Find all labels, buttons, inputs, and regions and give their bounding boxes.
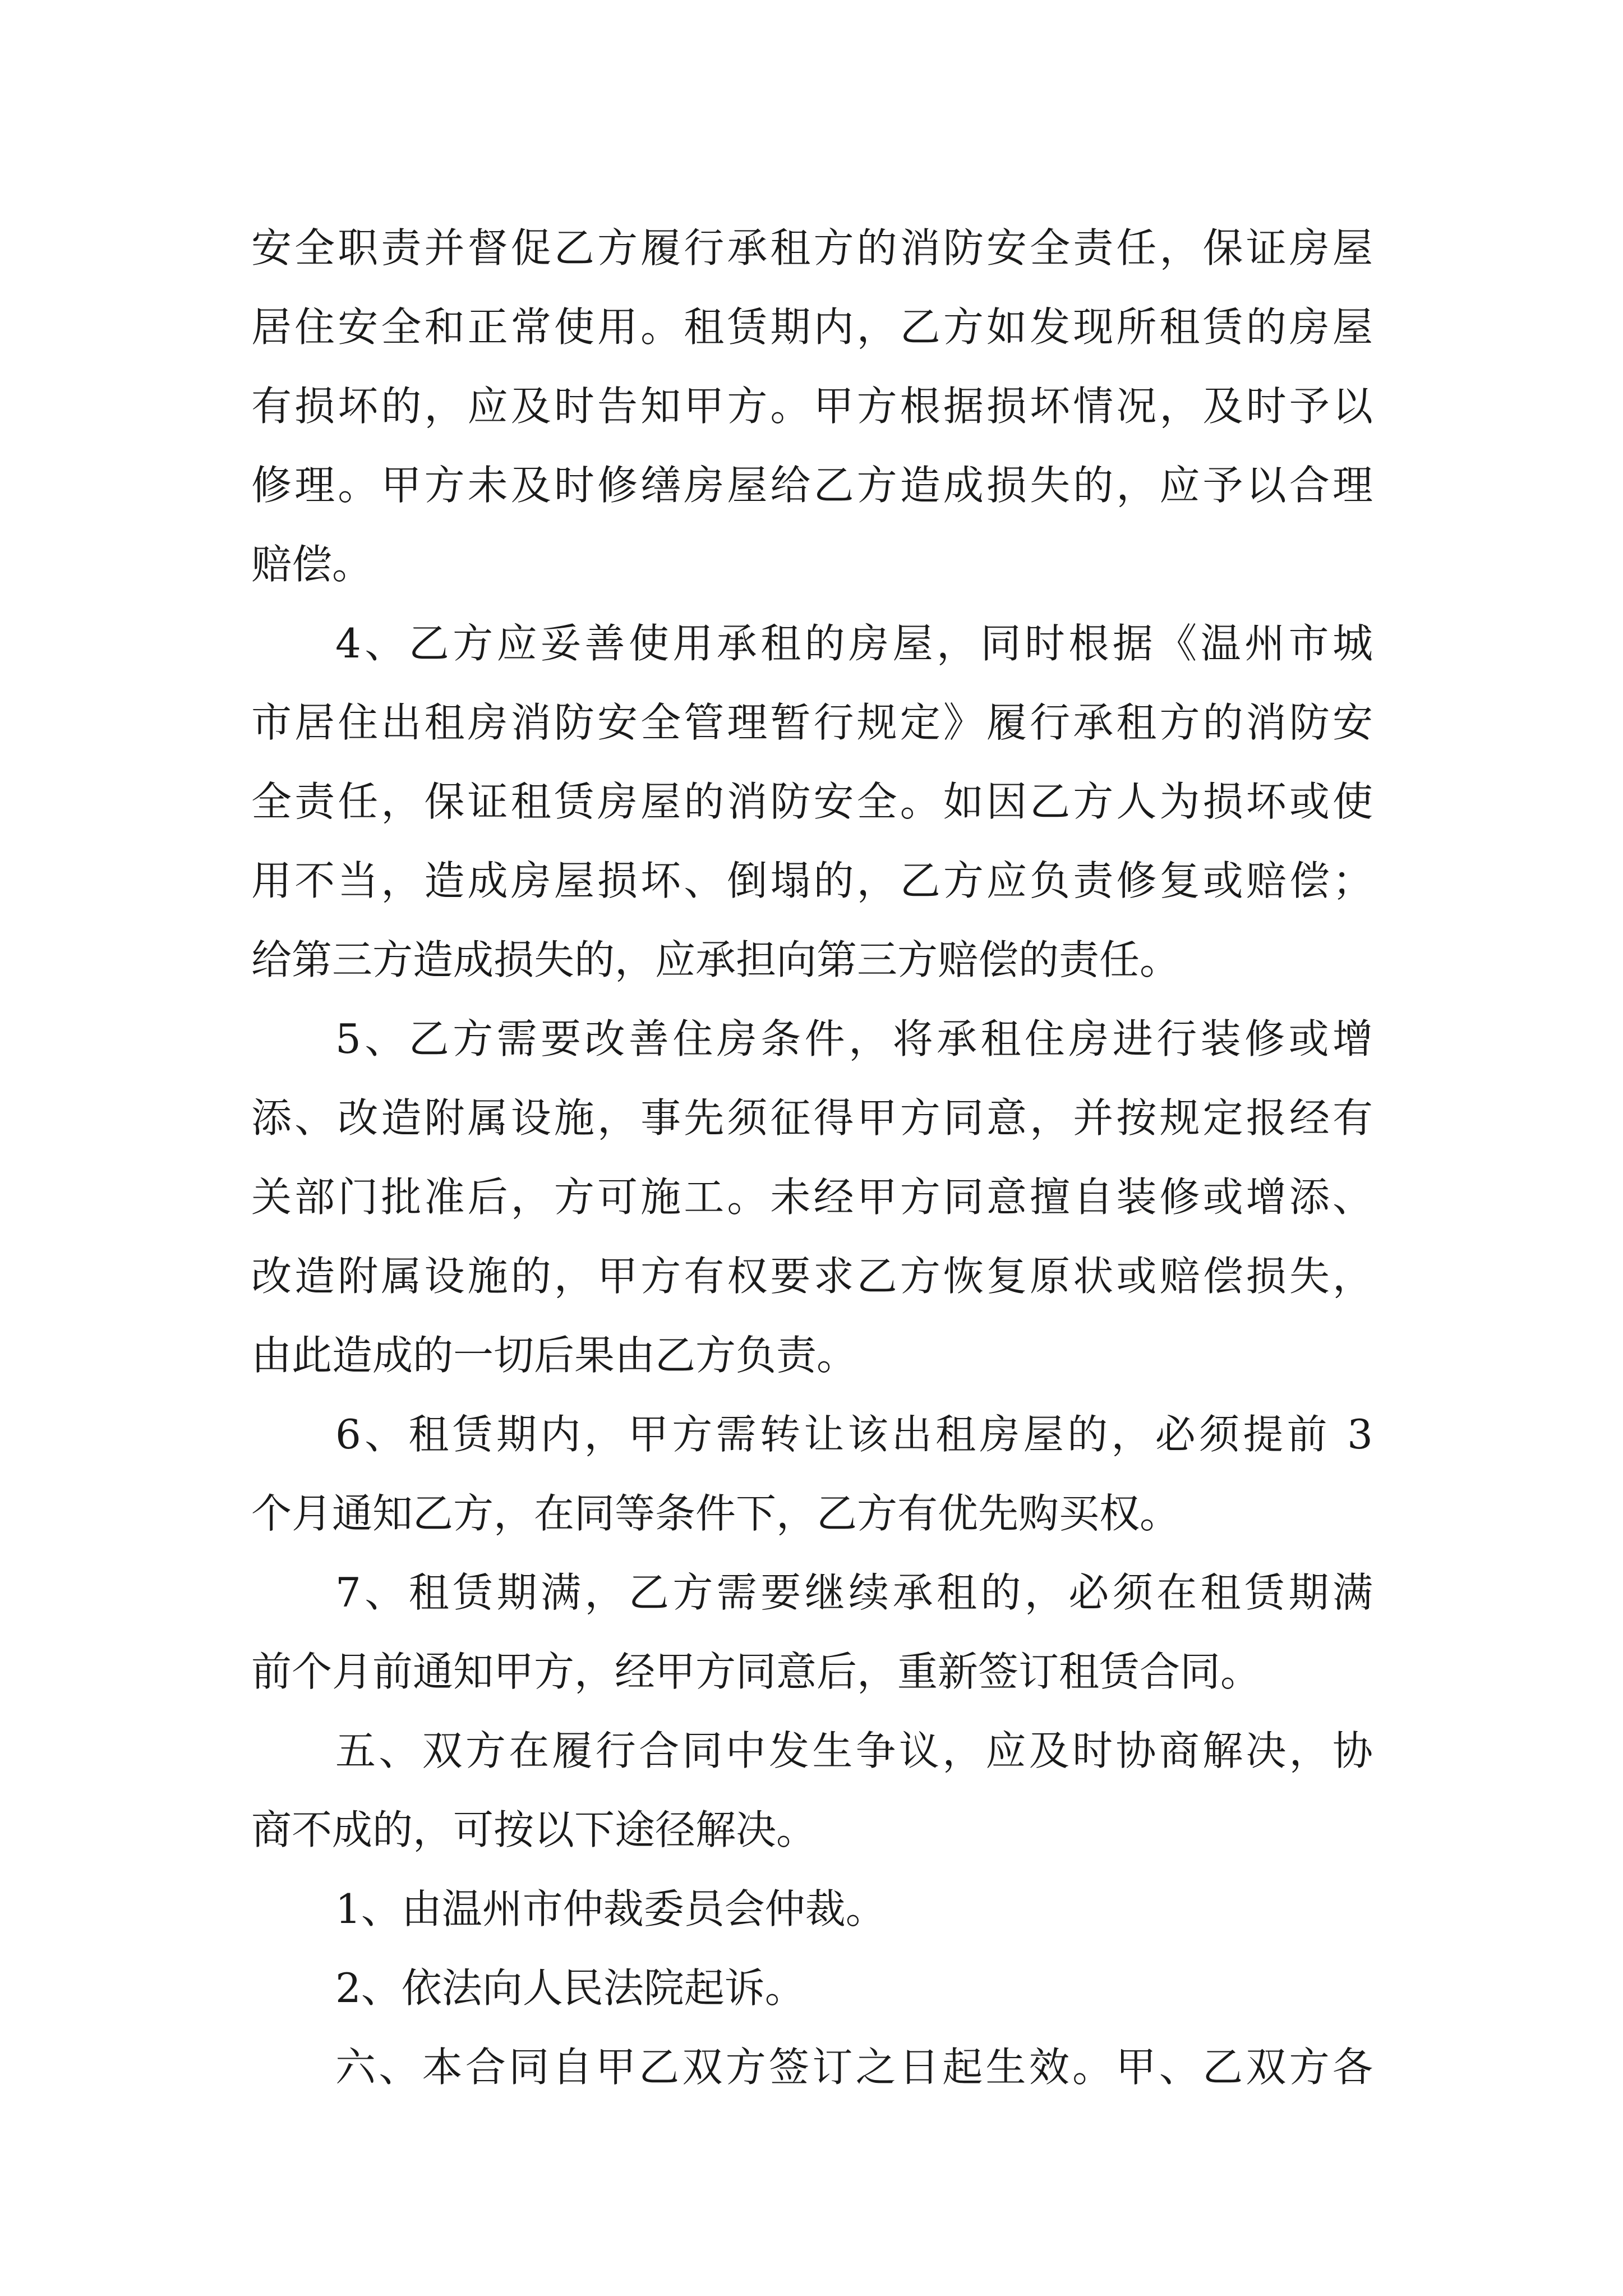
- paragraph-landlord-repair-duty: [251, 209, 1373, 604]
- text-line: 1、由温州市仲裁委员会仲裁。: [335, 1885, 886, 1932]
- text-line: 安全职责并督促乙方履行承租方的消防安全责任，保证房屋: [251, 224, 1373, 272]
- text-line: 商不成的，可按以下途径解决。: [251, 1806, 817, 1853]
- text-line: 5、乙方需要改善住房条件，将承租住房进行装修或增: [335, 1015, 1373, 1062]
- text-line: 个月通知乙方，在同等条件下，乙方有优先购买权。: [251, 1490, 1181, 1537]
- text-line: 7、租赁期满，乙方需要继续承租的，必须在租赁期满: [335, 1569, 1373, 1616]
- text-line: 有损坏的，应及时告知甲方。甲方根据损坏情况，及时予以: [251, 383, 1373, 430]
- paragraph-dispute-option-2: [251, 1949, 1373, 2028]
- text-line: 赔偿。: [251, 541, 373, 588]
- text-line: 市居住出租房消防安全管理暂行规定》履行承租方的消防安: [251, 699, 1373, 746]
- paragraph-dispute-option-1: [251, 1870, 1373, 1949]
- paragraph-section-5-disputes: [251, 1711, 1373, 1870]
- text-line: 添、改造附属设施，事先须征得甲方同意，并按规定报经有: [251, 1094, 1373, 1142]
- paragraph-item-4: [251, 604, 1373, 1000]
- text-line: 改造附属设施的，甲方有权要求乙方恢复原状或赔偿损失，: [251, 1253, 1373, 1300]
- document-body: [251, 209, 1373, 2107]
- text-line: 六、本合同自甲乙双方签订之日起生效。甲、乙双方各: [335, 2044, 1373, 2091]
- paragraph-section-6-effective: [251, 2028, 1373, 2107]
- text-line: 6、租赁期内，甲方需转让该出租房屋的，必须提前 3: [335, 1411, 1373, 1458]
- text-line: 用不当，造成房屋损坏、倒塌的，乙方应负责修复或赔偿；: [251, 857, 1373, 904]
- text-line: 居住安全和正常使用。租赁期内，乙方如发现所租赁的房屋: [251, 303, 1373, 351]
- text-line: 修理。甲方未及时修缮房屋给乙方造成损失的，应予以合理: [251, 462, 1373, 509]
- text-line: 五、双方在履行合同中发生争议，应及时协商解决，协: [335, 1727, 1373, 1774]
- paragraph-item-6: [251, 1395, 1373, 1553]
- text-line: 2、依法向人民法院起诉。: [335, 1964, 805, 2012]
- paragraph-item-5: [251, 1000, 1373, 1395]
- text-line: 由此造成的一切后果由乙方负责。: [251, 1332, 857, 1379]
- text-line: 给第三方造成损失的，应承担向第三方赔偿的责任。: [251, 936, 1181, 983]
- text-line: 关部门批准后，方可施工。未经甲方同意擅自装修或增添、: [251, 1174, 1373, 1221]
- text-line: 前个月前通知甲方，经甲方同意后，重新签订租赁合同。: [251, 1648, 1261, 1695]
- paragraph-item-7: [251, 1553, 1373, 1711]
- text-line: 全责任，保证租赁房屋的消防安全。如因乙方人为损坏或使: [251, 778, 1373, 825]
- text-line: 4、乙方应妥善使用承租的房屋，同时根据《温州市城: [335, 620, 1373, 667]
